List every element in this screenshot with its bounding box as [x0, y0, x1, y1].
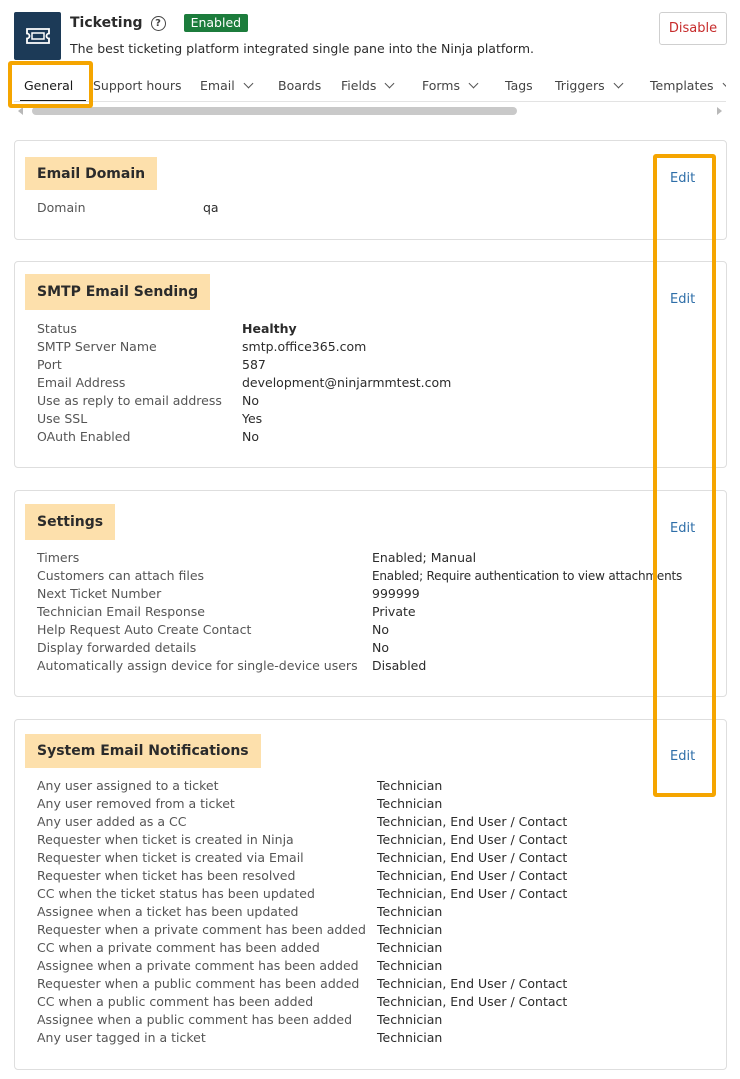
detail-row: [37, 867, 716, 885]
smtp-details: [37, 320, 716, 446]
detail-value: Technician, End User / Contact: [377, 868, 568, 883]
detail-row: [37, 777, 716, 795]
detail-row: [37, 957, 716, 975]
detail-label: Status: [37, 321, 77, 336]
detail-label: Requester when a public comment has been added: [37, 976, 360, 991]
scroll-left-arrow-icon[interactable]: [18, 107, 23, 115]
detail-row: [37, 428, 716, 446]
detail-value: 587: [242, 357, 266, 372]
detail-label: Timers: [37, 550, 80, 565]
detail-row: [37, 392, 716, 410]
detail-label: Assignee when a ticket has been updated: [37, 904, 299, 919]
section-title: System Email Notifications: [25, 734, 261, 768]
detail-value: Technician: [377, 778, 443, 793]
chevron-down-icon: [613, 79, 623, 89]
detail-value: Technician: [377, 904, 443, 919]
section-title: SMTP Email Sending: [25, 274, 210, 310]
detail-row: [37, 410, 716, 428]
detail-value: Technician: [377, 1012, 443, 1027]
edit-settings-link[interactable]: Edit: [670, 521, 696, 536]
notifications-details: [37, 777, 716, 1047]
detail-label: CC when a private comment has been added: [37, 940, 320, 955]
email-domain-details: [37, 199, 716, 217]
tab-email[interactable]: Email: [200, 78, 252, 93]
detail-label: Requester when ticket is created in Ninja: [37, 832, 294, 847]
detail-value: Technician: [377, 796, 443, 811]
detail-value: Yes: [242, 411, 263, 426]
detail-value: No: [242, 393, 259, 408]
detail-value: No: [242, 429, 259, 444]
detail-label: Next Ticket Number: [37, 586, 162, 601]
detail-value: Technician, End User / Contact: [377, 994, 568, 1009]
page-title: Ticketing: [70, 15, 143, 31]
detail-value: development@ninjarmmtest.com: [242, 375, 452, 390]
active-tab-underline: [20, 100, 86, 102]
detail-label: Use as reply to email address: [37, 393, 222, 408]
detail-value: Technician: [377, 940, 443, 955]
detail-value: No: [372, 622, 389, 637]
tab-forms[interactable]: Forms: [422, 78, 477, 93]
detail-row: [37, 338, 716, 356]
detail-row: [37, 849, 716, 867]
detail-label: Port: [37, 357, 62, 372]
detail-value: Enabled; Manual: [372, 550, 477, 565]
detail-value: Technician, End User / Contact: [377, 814, 568, 829]
edit-email-domain-link[interactable]: Edit: [670, 171, 696, 186]
detail-label: Any user tagged in a ticket: [37, 1030, 206, 1045]
detail-label: Requester when ticket is created via Email: [37, 850, 304, 865]
detail-label: Customers can attach files: [37, 568, 205, 583]
detail-value: Technician: [377, 1030, 443, 1045]
settings-card: [14, 490, 727, 697]
detail-label: Assignee when a public comment has been added: [37, 1012, 353, 1027]
detail-row: [37, 813, 716, 831]
detail-label: Any user removed from a ticket: [37, 796, 235, 811]
detail-value: Enabled; Require authentication to view attachments: [372, 569, 683, 583]
chevron-down-icon: [469, 79, 479, 89]
detail-row: [37, 585, 716, 603]
edit-notifications-link[interactable]: Edit: [670, 749, 696, 764]
scroll-right-arrow-icon[interactable]: [717, 107, 722, 115]
chevron-down-icon: [722, 79, 726, 89]
detail-row: [37, 831, 716, 849]
detail-label: Any user added as a CC: [37, 814, 187, 829]
detail-row: [37, 374, 716, 392]
detail-value: Technician: [377, 958, 443, 973]
detail-label: Email Address: [37, 375, 126, 390]
detail-value: Technician, End User / Contact: [377, 976, 568, 991]
detail-row: [37, 199, 716, 217]
tab-tags[interactable]: Tags: [505, 78, 533, 93]
tab-boards[interactable]: Boards: [278, 78, 322, 93]
section-title: Email Domain: [25, 157, 157, 190]
email-domain-card: [14, 140, 727, 240]
detail-label: Technician Email Response: [37, 604, 205, 619]
detail-label: Display forwarded details: [37, 640, 197, 655]
detail-row: [37, 795, 716, 813]
detail-value: Private: [372, 604, 416, 619]
detail-label: OAuth Enabled: [37, 429, 131, 444]
detail-row: [37, 549, 716, 567]
ticket-icon: [25, 27, 51, 45]
detail-row: [37, 621, 716, 639]
disable-button[interactable]: Disable: [659, 12, 727, 45]
detail-row: [37, 939, 716, 957]
detail-row: [37, 567, 716, 585]
chevron-down-icon: [385, 79, 395, 89]
status-badge: Enabled: [184, 14, 249, 32]
tab-support-hours[interactable]: Support hours: [93, 78, 182, 93]
detail-value: qa: [203, 200, 219, 215]
scroll-thumb[interactable]: [32, 107, 517, 115]
notifications-card: [14, 719, 727, 1070]
detail-label: CC when a public comment has been added: [37, 994, 314, 1009]
detail-value: Disabled: [372, 658, 427, 673]
section-title: Settings: [25, 504, 115, 540]
detail-label: Use SSL: [37, 411, 88, 426]
settings-details: [37, 549, 716, 675]
edit-smtp-link[interactable]: Edit: [670, 292, 696, 307]
tab-triggers[interactable]: Triggers: [555, 78, 622, 93]
detail-row: [37, 903, 716, 921]
detail-row: [37, 921, 716, 939]
tab-templates[interactable]: Templates: [650, 78, 726, 93]
tab-fields[interactable]: Fields: [341, 78, 393, 93]
detail-row: [37, 603, 716, 621]
smtp-status-value: Healthy: [242, 321, 297, 336]
detail-label: CC when the ticket status has been updated: [37, 886, 315, 901]
tab-bar: [14, 72, 726, 102]
detail-value: Technician: [377, 922, 443, 937]
detail-value: Technician, End User / Contact: [377, 832, 568, 847]
detail-value: Technician, End User / Contact: [377, 886, 568, 901]
detail-label: Requester when a private comment has been added: [37, 922, 366, 937]
detail-row: [37, 356, 716, 374]
detail-value: 999999: [372, 586, 420, 601]
detail-row: [37, 975, 716, 993]
detail-row: [37, 993, 716, 1011]
edit-links-highlight: [653, 154, 716, 797]
question-circle-icon[interactable]: ?: [151, 16, 166, 31]
detail-label: SMTP Server Name: [37, 339, 157, 354]
detail-row: [37, 657, 716, 675]
detail-label: Domain: [37, 200, 86, 215]
detail-label: Assignee when a private comment has been added: [37, 958, 359, 973]
tab-general[interactable]: General: [24, 78, 74, 93]
detail-row: [37, 1011, 716, 1029]
tab-scrollbar[interactable]: [14, 104, 726, 118]
detail-label: Help Request Auto Create Contact: [37, 622, 252, 637]
detail-value: smtp.office365.com: [242, 339, 367, 354]
smtp-card: [14, 261, 727, 468]
detail-label: Automatically assign device for single-device users: [37, 658, 358, 673]
detail-label: Any user assigned to a ticket: [37, 778, 219, 793]
detail-row: [37, 639, 716, 657]
chevron-down-icon: [243, 79, 253, 89]
detail-label: Requester when ticket has been resolved: [37, 868, 296, 883]
detail-row: [37, 320, 716, 338]
title-row: [70, 13, 248, 33]
detail-value: Technician, End User / Contact: [377, 850, 568, 865]
app-description: The best ticketing platform integrated single pane into the Ninja platform.: [70, 41, 534, 56]
detail-row: [37, 885, 716, 903]
detail-value: No: [372, 640, 389, 655]
app-icon: [14, 12, 61, 60]
detail-row: [37, 1029, 716, 1047]
